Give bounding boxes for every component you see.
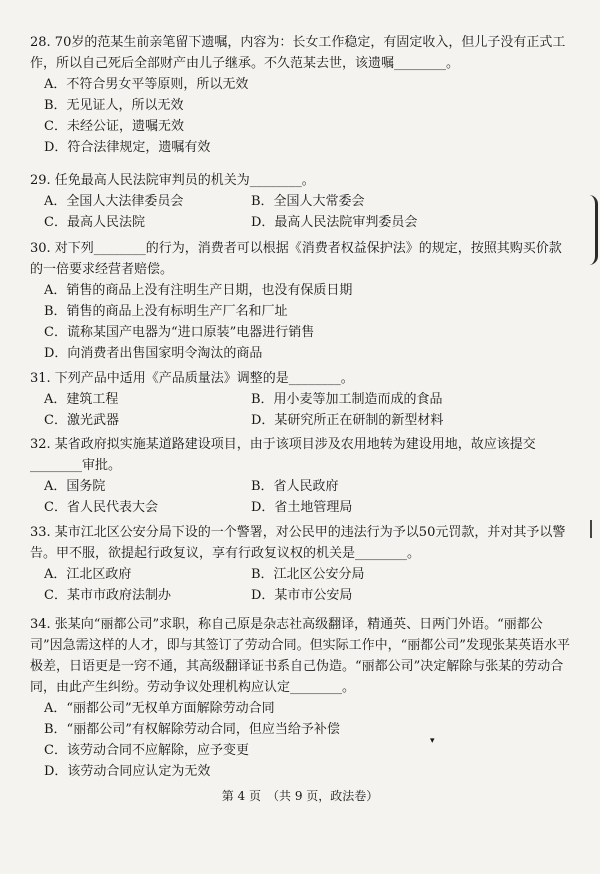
question-stem: 28. 70岁的范某生前亲笔留下遗嘱，内容为：长女工作稳定，有固定收入，但儿子没有正式工作，所以自己死后全部财产由儿子继承。不久范某去世，该遗嘱________。 <box>30 35 566 71</box>
question-29 <box>30 170 570 233</box>
question-30 <box>30 238 570 364</box>
option-a: A．销售的商品上没有注明生产日期，也没有保质日期 <box>44 283 353 298</box>
option-c: C．谎称某国产电器为“进口原装”电器进行销售 <box>44 325 315 340</box>
options-list <box>44 280 570 364</box>
question-stem: 32. 某省政府拟实施某道路建设项目，由于该项目涉及农用地转为建设用地，故应该提交________审批。 <box>30 437 536 473</box>
options-list <box>44 698 570 782</box>
option-d: D．向消费者出售国家明令淘汰的商品 <box>44 346 263 361</box>
options-grid <box>44 389 570 431</box>
option-a: A．不符合男女平等原则，所以无效 <box>44 77 249 92</box>
option-b: B．无见证人，所以无效 <box>44 98 184 113</box>
page-footer: 第 4 页 （共 9 页，政法卷） <box>221 789 379 803</box>
option-b: B．销售的商品上没有标明生产厂名和厂址 <box>44 304 288 319</box>
question-stem: 34. 张某向“丽都公司”求职，称自己原是杂志社高级翻译，精通英、日两门外语。“丽都公司”因急需这样的人才，即与其签订了劳动合同。但实际工作中，“丽都公司”发现张某英语水平极差，日语更是一窍不通，其高级翻译证书系自己伪造。“丽都公司”决定解除与张某的劳动合同，由此产生纠纷。劳动争议处理机构应认定________。 <box>30 617 570 695</box>
question-32 <box>30 434 570 518</box>
question-28 <box>30 32 570 158</box>
option-c: C．该劳动合同不应解除，应予变更 <box>44 743 249 758</box>
question-stem: 33. 某市江北区公安分局下设的一个警署，对公民甲的违法行为予以50元罚款，并对其予以警告。甲不服，欲提起行政复议，享有行政复议权的机关是________。 <box>30 525 566 561</box>
option-b: B．用小麦等加工制造而成的食品 <box>251 392 443 407</box>
option-b: B．“丽都公司”有权解除劳动合同，但应当给予补偿 <box>44 722 340 737</box>
option-a: A．江北区政府 <box>44 567 132 582</box>
question-stem: 31. 下列产品中适用《产品质量法》调整的是________。 <box>30 371 354 386</box>
option-c: C．未经公证，遗嘱无效 <box>44 119 184 134</box>
option-d: D．某研究所正在研制的新型材料 <box>251 413 444 428</box>
question-33 <box>30 522 570 606</box>
option-a: A．国务院 <box>44 479 106 494</box>
scan-speck: ▾ <box>430 736 435 746</box>
option-d: D．该劳动合同应认定为无效 <box>44 764 211 779</box>
question-34 <box>30 614 570 782</box>
option-c: C．省人民代表大会 <box>44 500 158 515</box>
question-stem: 29. 任免最高人民法院审判员的机关为________。 <box>30 173 315 188</box>
options-list <box>44 74 570 158</box>
options-grid <box>44 191 570 233</box>
option-b: B．江北区公安分局 <box>251 567 365 582</box>
option-c: C．激光武器 <box>44 413 119 428</box>
option-d: D．符合法律规定，遗嘱有效 <box>44 140 211 155</box>
option-b: B．省人民政府 <box>251 479 339 494</box>
options-grid <box>44 476 570 518</box>
option-a: A．“丽都公司”无权单方面解除劳动合同 <box>44 701 275 716</box>
option-a: A．建筑工程 <box>44 392 119 407</box>
option-c: C．某市市政府法制办 <box>44 588 171 603</box>
question-31 <box>30 368 570 431</box>
option-d: D．省土地管理局 <box>251 500 353 515</box>
option-c: C．最高人民法院 <box>44 215 145 230</box>
question-stem: 30. 对下列________的行为，消费者可以根据《消费者权益保护法》的规定，按照其购买价款的一倍要求经营者赔偿。 <box>30 241 562 277</box>
option-d: D．某市市公安局 <box>251 588 353 603</box>
option-b: B．全国人大常委会 <box>251 194 365 209</box>
binding-mark-lower <box>586 520 592 538</box>
options-grid <box>44 564 570 606</box>
binding-mark <box>589 195 598 265</box>
option-a: A．全国人大法律委员会 <box>44 194 184 209</box>
option-d: D．最高人民法院审判委员会 <box>251 215 418 230</box>
